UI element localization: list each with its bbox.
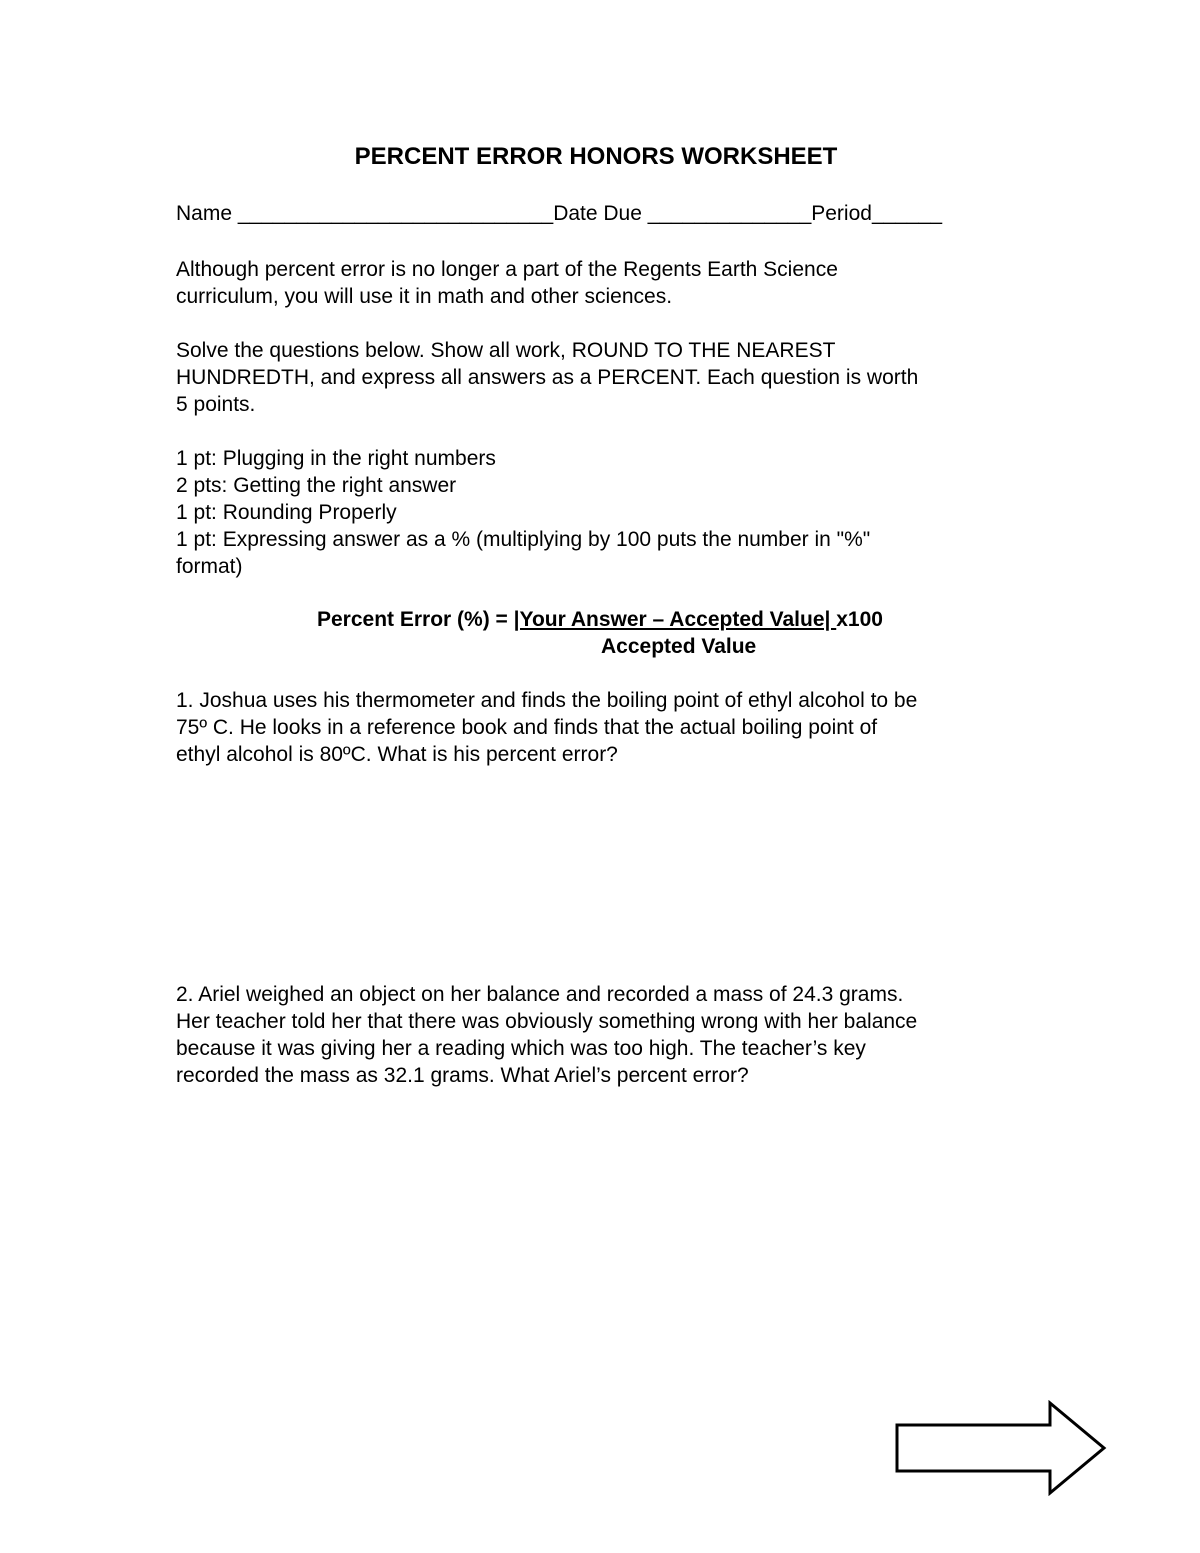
question-2	[176, 981, 1026, 1089]
intro-paragraph	[176, 256, 1026, 310]
question-line: 1. Joshua uses his thermometer and finds the boiling point of ethyl alcohol to be	[176, 689, 918, 712]
question-line: 75º C. He looks in a reference book and finds that the actual boiling point of	[176, 716, 878, 739]
question-line: 2. Ariel weighed an object on her balance and recorded a mass of 24.3 grams.	[176, 983, 904, 1006]
question-line: recorded the mass as 32.1 grams. What Ariel’s percent error?	[176, 1064, 749, 1087]
question-line: because it was giving her a reading which was too high. The teacher’s key	[176, 1037, 866, 1060]
instructions-line: HUNDREDTH, and express all answers as a PERCENT. Each question is worth	[176, 366, 919, 389]
grading-rubric	[176, 445, 1026, 580]
formula-numerator: |Your Answer – Accepted Value|	[513, 608, 837, 631]
student-info-line: Name ___________________________Date Due ______________Period______	[176, 202, 943, 225]
question-line: Her teacher told her that there was obviously something wrong with her balance	[176, 1010, 918, 1033]
question-line: ethyl alcohol is 80ºC. What is his percent error?	[176, 743, 618, 766]
rubric-item: 1 pt: Plugging in the right numbers	[176, 447, 496, 470]
intro-line: curriculum, you will use it in math and other sciences.	[176, 285, 673, 308]
rubric-item: format)	[176, 555, 243, 578]
rubric-item: 2 pts: Getting the right answer	[176, 474, 457, 497]
right-arrow-icon	[894, 1400, 1108, 1496]
rubric-item: 1 pt: Expressing answer as a % (multiplying by 100 puts the number in "%"	[176, 528, 871, 551]
instructions-line: 5 points.	[176, 393, 256, 416]
rubric-item: 1 pt: Rounding Properly	[176, 501, 397, 524]
formula-denominator: Accepted Value	[601, 635, 757, 658]
question-1	[176, 687, 1026, 768]
instructions-line: Solve the questions below. Show all work, ROUND TO THE NEAREST	[176, 339, 836, 362]
formula-multiplier: x100	[836, 608, 883, 631]
intro-line: Although percent error is no longer a part of the Regents Earth Science	[176, 258, 838, 281]
instructions-paragraph	[176, 337, 1026, 418]
worksheet-title: PERCENT ERROR HONORS WORKSHEET	[354, 143, 838, 170]
percent-error-formula	[317, 606, 883, 633]
formula-lhs: Percent Error (%) =	[317, 608, 514, 631]
